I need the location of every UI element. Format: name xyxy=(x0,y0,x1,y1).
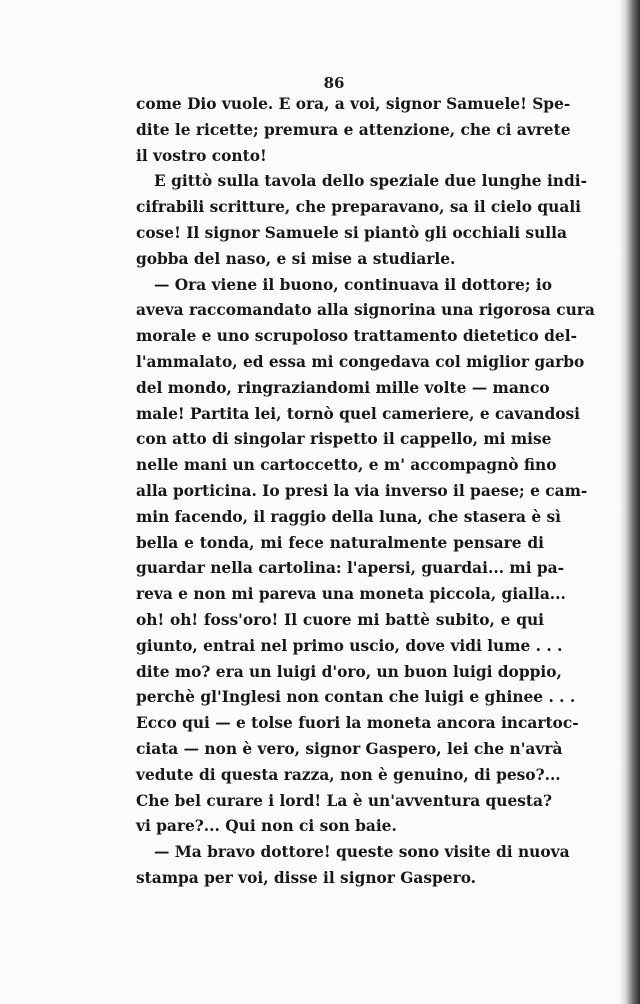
text-line: come Dio vuole. E ora, a voi, signor Samuele! Spe- xyxy=(136,95,571,113)
text-line: l'ammalato, ed essa mi congedava col miglior garbo xyxy=(136,352,585,371)
text-line: aveva raccomandato alla signorina una rigorosa cura xyxy=(136,301,595,320)
text-line: cifrabili scritture, che preparavano, sa il cielo quali xyxy=(136,198,582,217)
text-line: vedute di questa razza, non è genuino, di peso?... xyxy=(136,765,561,784)
text-line: male! Partita lei, tornò quel cameriere, e cavandosi xyxy=(136,404,581,423)
text-line: dite mo? era un luigi d'oro, un buon luigi doppio, xyxy=(136,662,562,681)
text-line: morale e uno scrupoloso trattamento dietetico del- xyxy=(136,327,577,346)
text-line: oh! oh! foss'oro! Il cuore mi battè subito, e qui xyxy=(136,610,544,629)
page-number: 86 xyxy=(323,74,345,92)
text-line: guardar nella cartolina: l'apersi, guardai... mi pa- xyxy=(136,559,565,578)
text-line: perchè gl'Inglesi non contan che luigi e ghinee . . . xyxy=(136,688,576,707)
text-line: stampa per voi, disse il signor Gaspero. xyxy=(136,868,477,887)
body-text xyxy=(136,92,595,892)
text-line: dite le ricette; premura e attenzione, che ci avrete xyxy=(136,120,571,139)
text-line: alla porticina. Io presi la via inverso il paese; e cam- xyxy=(136,481,588,500)
text-line: nelle mani un cartoccetto, e m' accompagnò fino xyxy=(136,456,557,475)
text-line: Che bel curare i lord! La è un'avventura questa? xyxy=(136,791,553,810)
page-edge-shadow xyxy=(618,0,640,1004)
text-line: reva e non mi pareva una moneta piccola, gialla... xyxy=(136,585,566,604)
text-line: con atto di singolar rispetto il cappello, mi mise xyxy=(136,430,552,449)
text-line: ciata — non è vero, signor Gaspero, lei che n'avrà xyxy=(136,739,563,758)
text-line: vi pare?... Qui non ci son baie. xyxy=(136,817,397,836)
text-line: min facendo, il raggio della luna, che stasera è sì xyxy=(136,507,562,526)
text-line: Ecco qui — e tolse fuori la moneta ancora incartoc- xyxy=(136,714,579,733)
text-line: del mondo, ringraziandomi mille volte — manco xyxy=(136,378,550,397)
text-line: E gittò sulla tavola dello speziale due lunghe indi- xyxy=(154,172,587,191)
text-line: bella e tonda, mi fece naturalmente pensare di xyxy=(136,533,544,552)
text-line: gobba del naso, e si mise a studiarle. xyxy=(136,249,456,268)
text-line: giunto, entrai nel primo uscio, dove vidi lume . . . xyxy=(136,636,563,655)
text-line: il vostro conto! xyxy=(136,146,267,165)
text-line: cose! Il signor Samuele si piantò gli occhiali sulla xyxy=(136,223,567,242)
text-line: — Ma bravo dottore! queste sono visite di nuova xyxy=(154,843,570,862)
text-line: — Ora viene il buono, continuava il dottore; io xyxy=(154,275,552,294)
